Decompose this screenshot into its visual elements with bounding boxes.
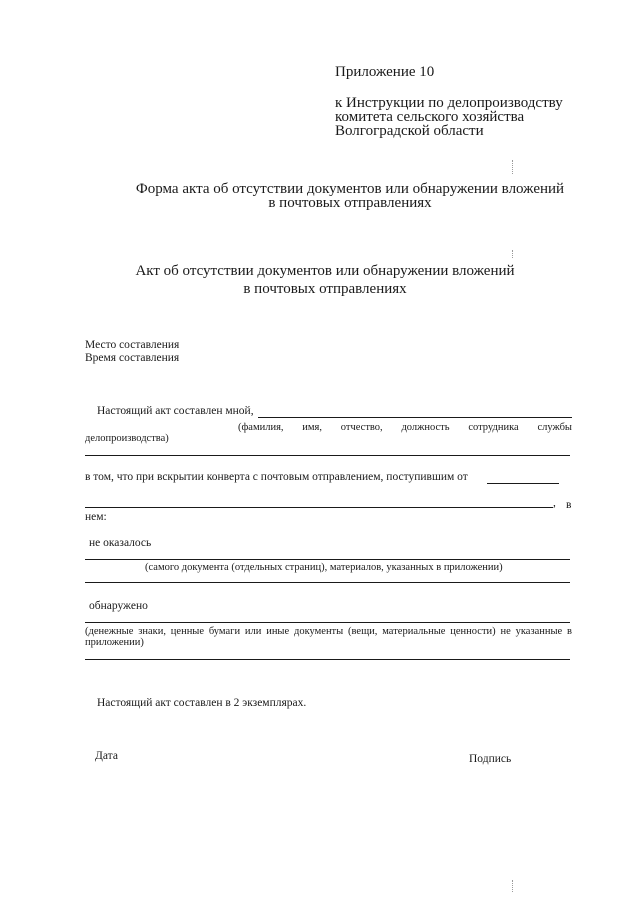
- act-title-line: Акт об отсутствии документов или обнаружении вложений: [135, 263, 515, 279]
- appendix-reference-line: комитета сельского хозяйства: [335, 109, 525, 125]
- envelope-v: в: [566, 499, 572, 511]
- hint-word: должность: [401, 422, 450, 433]
- found-hint: (денежные знаки, ценные бумаги или иные документы (вещи, материальные ценности) не указанные в: [85, 626, 572, 637]
- appendix-reference-line: Волгоградской области: [335, 123, 484, 139]
- meta-block: [85, 339, 179, 365]
- hint-word: сотрудника: [468, 422, 519, 433]
- scan-mark: [512, 250, 514, 258]
- signature-label: Подпись: [469, 753, 512, 765]
- found-line: [85, 622, 570, 623]
- envelope-nem: нем:: [85, 511, 107, 523]
- hint-word: отчество,: [340, 422, 383, 433]
- found-hint-tail: приложении): [85, 637, 144, 648]
- hint-word: (фамилия,: [238, 422, 284, 433]
- scan-mark: [512, 880, 514, 892]
- composer-hint: [238, 422, 572, 434]
- found-label: обнаружено: [89, 600, 148, 612]
- missing-line: [85, 559, 570, 560]
- hint-word: имя,: [302, 422, 323, 433]
- sender-line-2: [85, 507, 553, 508]
- form-title-line: в почтовых отправлениях: [268, 195, 432, 211]
- envelope-text: в том, что при вскрытии конверта с почтовым отправлением, поступившим от: [85, 471, 468, 483]
- composer-line: [258, 417, 572, 418]
- form-title: [70, 182, 630, 210]
- time-label: Время составления: [85, 352, 180, 364]
- act-title-line: в почтовых отправлениях: [243, 281, 407, 297]
- copies-statement: Настоящий акт составлен в 2 экземплярах.: [97, 697, 307, 709]
- sender-line: [487, 483, 559, 484]
- place-label: Место составления: [85, 339, 180, 351]
- missing-label: не оказалось: [89, 537, 152, 549]
- composer-hint-tail: делопроизводства): [85, 433, 169, 444]
- envelope-comma: ,: [553, 497, 556, 509]
- composer-line-2: [85, 455, 570, 456]
- act-title: [45, 262, 605, 298]
- form-title-line: Форма акта об отсутствии документов или обнаружении вложений: [135, 181, 565, 197]
- missing-line-2: [85, 582, 570, 583]
- scan-mark: [512, 160, 514, 174]
- appendix-number: Приложение 10: [335, 64, 435, 80]
- found-line-2: [85, 659, 570, 660]
- missing-hint: (самого документа (отдельных страниц), материалов, указанных в приложении): [145, 562, 503, 573]
- hint-word: службы: [537, 422, 572, 433]
- appendix-header: [335, 64, 615, 138]
- appendix-reference-line: к Инструкции по делопроизводству: [335, 95, 563, 111]
- composed-intro: Настоящий акт составлен мной,: [97, 405, 254, 417]
- date-label: Дата: [95, 750, 118, 762]
